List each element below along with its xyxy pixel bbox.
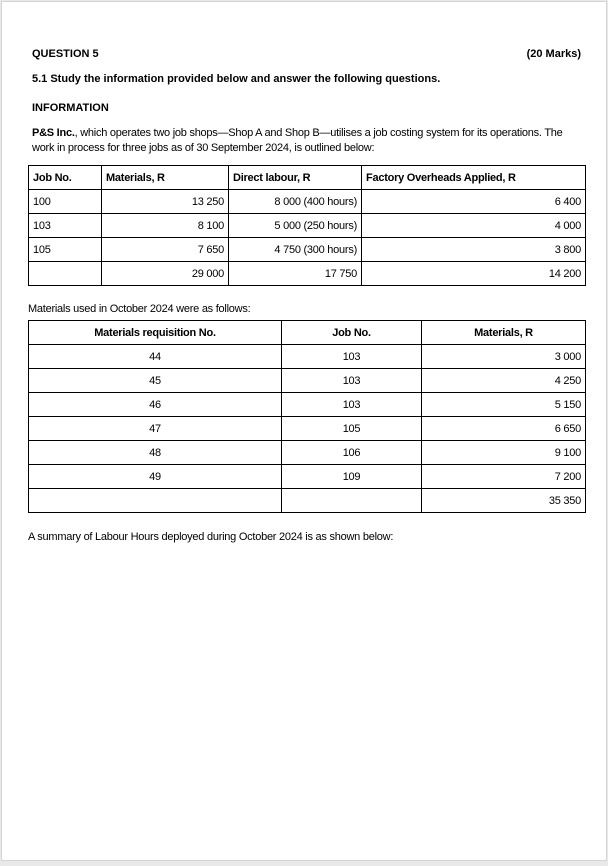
labour-cell: 5 000 (250 hours) bbox=[229, 214, 362, 238]
job-no-cell: 103 bbox=[282, 393, 422, 417]
document-page bbox=[1, 1, 607, 861]
requisition-cell: 48 bbox=[29, 441, 282, 465]
materials-cell: 8 100 bbox=[102, 214, 229, 238]
job-no-cell bbox=[282, 489, 422, 513]
wip-header-cell: Job No. bbox=[29, 166, 102, 190]
job-no-cell bbox=[29, 262, 102, 286]
wip-header-cell: Direct labour, R bbox=[229, 166, 362, 190]
table-row bbox=[29, 190, 586, 214]
requisition-cell: 47 bbox=[29, 417, 282, 441]
materials-total-row bbox=[29, 489, 586, 513]
job-no-cell: 103 bbox=[282, 345, 422, 369]
table-row bbox=[29, 238, 586, 262]
materials-header-cell: Materials, R bbox=[422, 321, 586, 345]
question-header bbox=[32, 48, 581, 60]
materials-cell: 9 100 bbox=[422, 441, 586, 465]
overheads-total-cell: 14 200 bbox=[362, 262, 586, 286]
table-row bbox=[29, 417, 586, 441]
subquestion-text: 5.1 Study the information provided below and answer the following questions. bbox=[32, 73, 441, 85]
materials-cell: 7 650 bbox=[102, 238, 229, 262]
labour-total-cell: 17 750 bbox=[229, 262, 362, 286]
requisition-cell bbox=[29, 489, 282, 513]
overheads-cell: 3 800 bbox=[362, 238, 586, 262]
info-heading: INFORMATION bbox=[32, 102, 109, 114]
job-no-cell: 100 bbox=[29, 190, 102, 214]
materials-cell: 7 200 bbox=[422, 465, 586, 489]
materials-table bbox=[28, 320, 586, 513]
materials-intro: Materials used in October 2024 were as follows: bbox=[28, 303, 251, 315]
job-no-cell: 103 bbox=[29, 214, 102, 238]
job-no-cell: 105 bbox=[282, 417, 422, 441]
materials-header-cell: Job No. bbox=[282, 321, 422, 345]
question-marks: (20 Marks) bbox=[526, 48, 581, 60]
labour-intro: A summary of Labour Hours deployed during October 2024 is as shown below: bbox=[28, 531, 394, 543]
question-title: QUESTION 5 bbox=[32, 48, 99, 60]
materials-cell: 13 250 bbox=[102, 190, 229, 214]
materials-header-row bbox=[29, 321, 586, 345]
table-row bbox=[29, 369, 586, 393]
overheads-cell: 6 400 bbox=[362, 190, 586, 214]
overheads-cell: 4 000 bbox=[362, 214, 586, 238]
requisition-cell: 49 bbox=[29, 465, 282, 489]
intro-text: , which operates two job shops—Shop A and Shop B—utilises a job costing system for its operations. The work in process for three jobs as of 30 September 2024, is outlined below: bbox=[32, 127, 563, 154]
table-row bbox=[29, 393, 586, 417]
materials-total-cell: 35 350 bbox=[422, 489, 586, 513]
materials-header-cell: Materials requisition No. bbox=[29, 321, 282, 345]
requisition-cell: 46 bbox=[29, 393, 282, 417]
materials-cell: 3 000 bbox=[422, 345, 586, 369]
wip-total-row bbox=[29, 262, 586, 286]
job-no-cell: 105 bbox=[29, 238, 102, 262]
job-no-cell: 109 bbox=[282, 465, 422, 489]
requisition-cell: 45 bbox=[29, 369, 282, 393]
requisition-cell: 44 bbox=[29, 345, 282, 369]
labour-cell: 4 750 (300 hours) bbox=[229, 238, 362, 262]
table-row bbox=[29, 214, 586, 238]
table-row bbox=[29, 441, 586, 465]
wip-table bbox=[28, 165, 586, 286]
table-row bbox=[29, 465, 586, 489]
job-no-cell: 103 bbox=[282, 369, 422, 393]
company-name: P&S Inc. bbox=[32, 127, 75, 139]
materials-cell: 5 150 bbox=[422, 393, 586, 417]
intro-paragraph bbox=[32, 126, 582, 156]
wip-header-cell: Factory Overheads Applied, R bbox=[362, 166, 586, 190]
wip-header-row bbox=[29, 166, 586, 190]
materials-cell: 4 250 bbox=[422, 369, 586, 393]
labour-cell: 8 000 (400 hours) bbox=[229, 190, 362, 214]
materials-total-cell: 29 000 bbox=[102, 262, 229, 286]
materials-cell: 6 650 bbox=[422, 417, 586, 441]
job-no-cell: 106 bbox=[282, 441, 422, 465]
table-row bbox=[29, 345, 586, 369]
wip-header-cell: Materials, R bbox=[102, 166, 229, 190]
